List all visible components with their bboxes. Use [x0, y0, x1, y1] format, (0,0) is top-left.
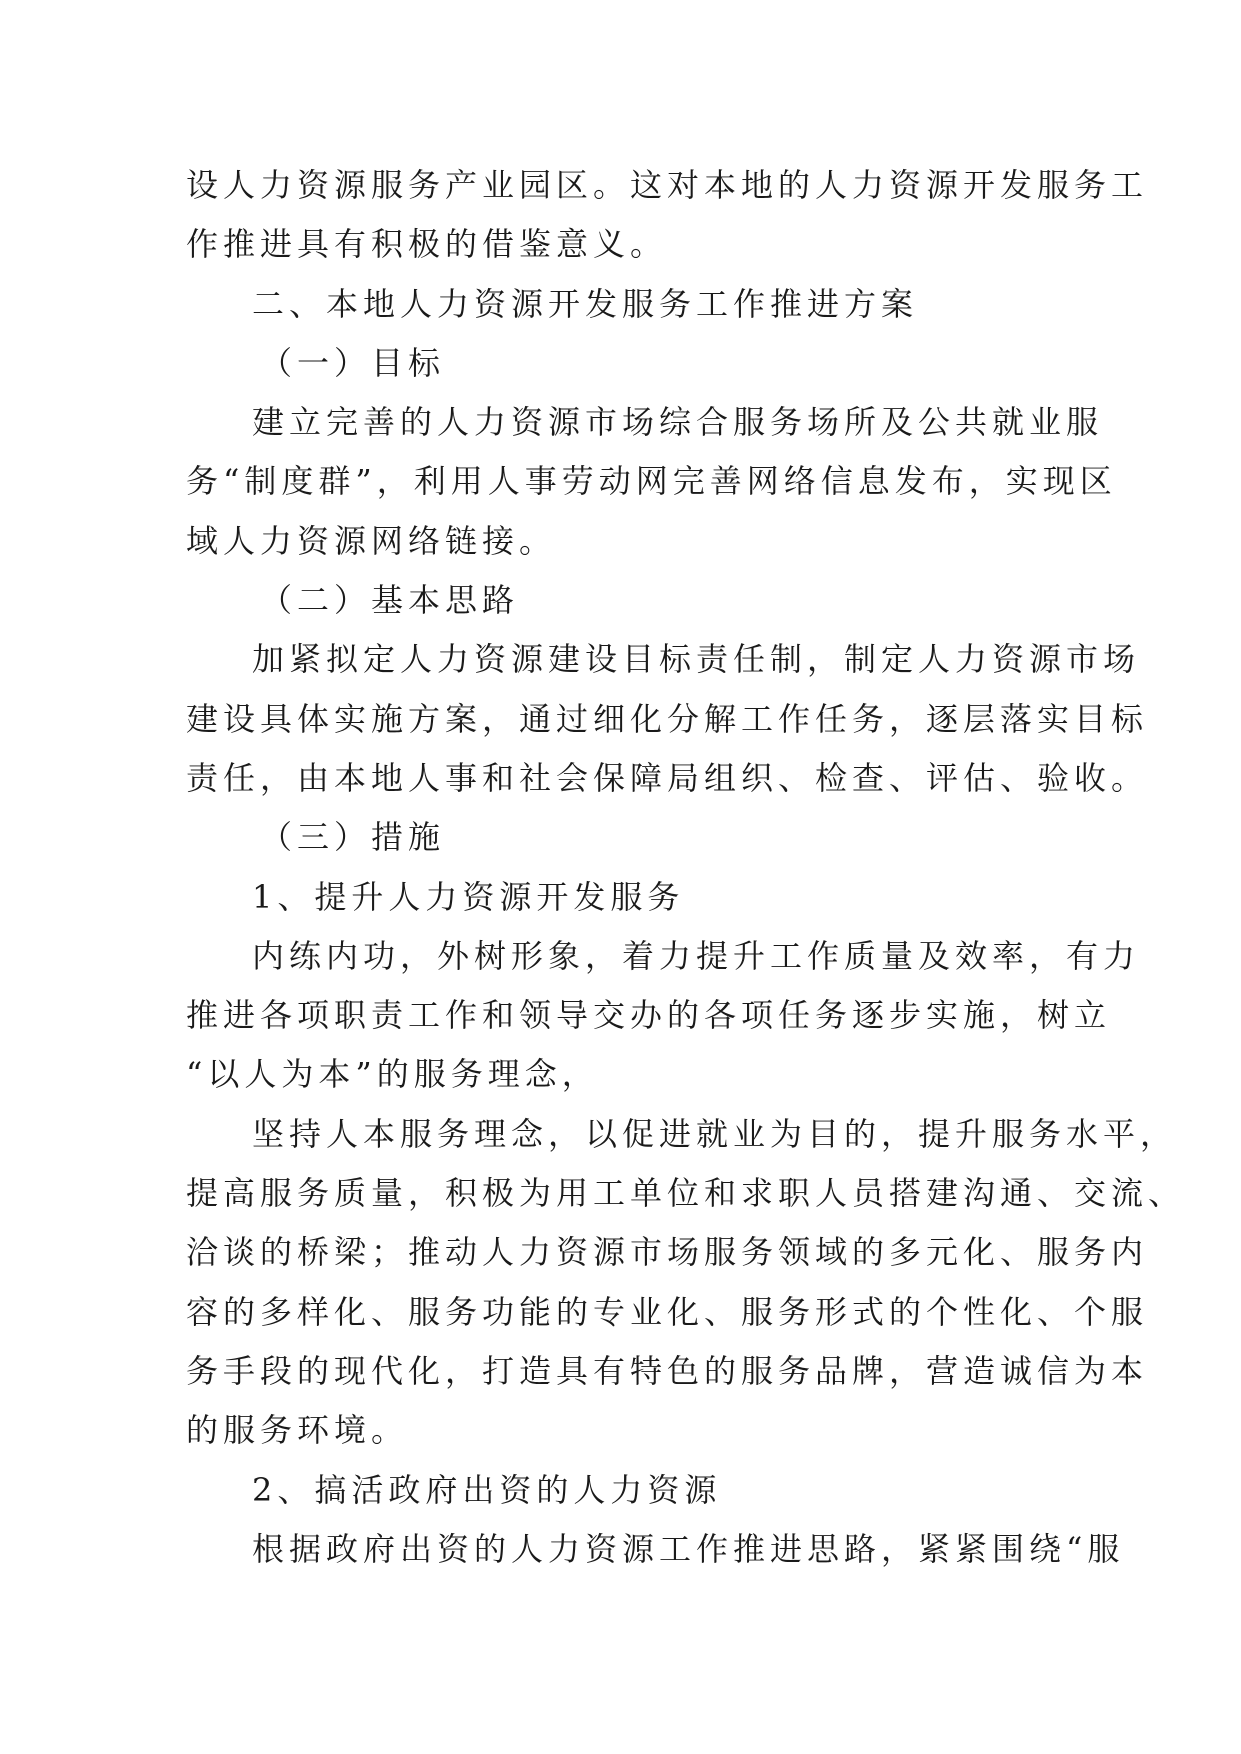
- text-line: 责任，由本地人事和社会保障局组织、检查、评估、验收。: [186, 758, 1149, 797]
- text-line: 根据政府出资的人力资源工作推进思路，紧紧围绕“服: [252, 1529, 1125, 1568]
- text-line: 建立完善的人力资源市场综合服务场所及公共就业服: [252, 403, 1104, 442]
- subsection-heading: （三）措施: [260, 818, 446, 857]
- text-line: 设人力资源服务产业园区。这对本地的人力资源开发服务工: [186, 166, 1149, 204]
- text-line: 提高服务质量，积极为用工单位和求职人员搭建沟通、交流、: [186, 1174, 1186, 1213]
- text-line: 容的多样化、服务功能的专业化、服务形式的个性化、个服: [186, 1292, 1149, 1331]
- text-line: 加紧拟定人力资源建设目标责任制，制定人力资源市场: [252, 640, 1141, 679]
- text-line: 推进各项职责工作和领导交办的各项任务逐步实施，树立: [186, 996, 1112, 1035]
- text-line: 的服务环境。: [186, 1411, 409, 1450]
- text-line: 务手段的现代化，打造具有特色的服务品牌，营造诚信为本: [186, 1351, 1149, 1390]
- subsection-heading: （一）目标: [260, 343, 446, 382]
- text-line: 洽谈的桥梁；推动人力资源市场服务领域的多元化、服务内: [186, 1233, 1149, 1272]
- section-heading: 二、本地人力资源开发服务工作推进方案: [252, 284, 919, 323]
- numbered-heading: 2、搞活政府出资的人力资源: [252, 1470, 722, 1509]
- text-line: 建设具体实施方案，通过细化分解工作任务，逐层落实目标: [186, 699, 1149, 738]
- body-text: [186, 156, 1186, 1579]
- subsection-heading: （二）基本思路: [260, 581, 520, 620]
- text-line: 作推进具有积极的借鉴意义。: [186, 225, 668, 264]
- text-line: 务“制度群”，利用人事劳动网完善网络信息发布，实现区: [186, 462, 1117, 501]
- text-line: “以人为本”的服务理念，: [186, 1055, 599, 1094]
- text-line: 坚持人本服务理念，以促进就业为目的，提升服务水平，: [252, 1114, 1178, 1153]
- numbered-heading: 1、提升人力资源开发服务: [252, 877, 685, 916]
- text-line: 内练内功，外树形象，着力提升工作质量及效率，有力: [252, 936, 1141, 975]
- text-line: 域人力资源网络链接。: [186, 521, 557, 560]
